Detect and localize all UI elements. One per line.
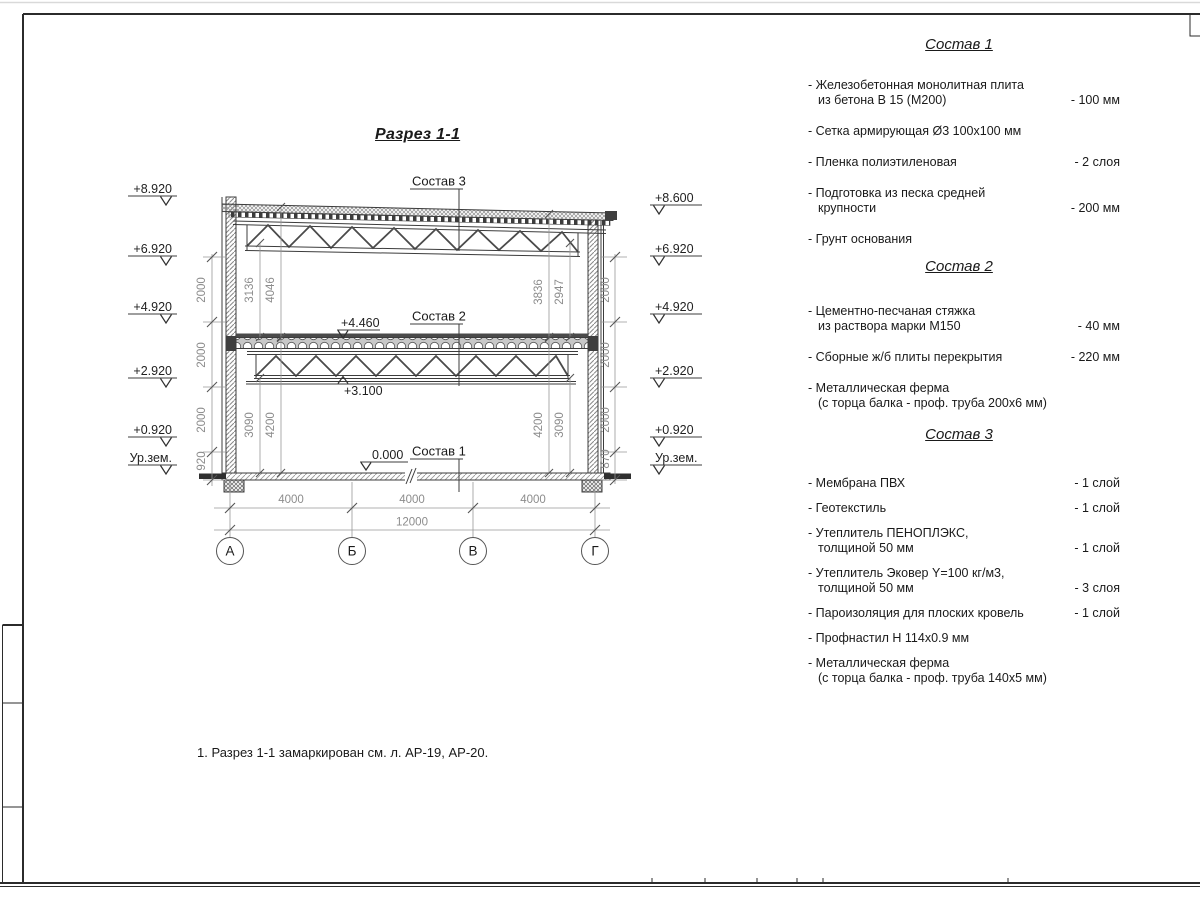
dim-label: 3836 xyxy=(533,279,545,305)
composition-item xyxy=(798,304,1120,334)
elevation-marks-left xyxy=(128,182,177,474)
axis-label-v: В xyxy=(468,543,478,559)
dim-label: 4000 xyxy=(399,494,425,506)
dim-label: 3090 xyxy=(244,412,256,438)
composition-heading: Состав 3 xyxy=(925,426,993,443)
item-value: - 1 слой xyxy=(1074,476,1120,490)
composition-heading: Состав 1 xyxy=(925,36,993,53)
item-value: - 1 слой xyxy=(1074,606,1120,620)
dim-label: 2000 xyxy=(196,342,208,368)
item-line: - Геотекстиль xyxy=(808,501,887,515)
item-line: - Профнастил Н 114x0.9 мм xyxy=(808,631,970,645)
item-value: - 1 слой xyxy=(1074,501,1120,515)
elevation-label: +2.920 xyxy=(133,364,172,378)
dim-label: 2000 xyxy=(600,342,612,368)
left-foundation xyxy=(224,480,244,492)
mid-floor-assembly xyxy=(236,334,588,385)
elevation-label: +8.920 xyxy=(133,182,172,196)
composition-item xyxy=(798,350,1120,365)
item-line: крупности xyxy=(818,201,877,215)
ground-level-label: Ур.зем. xyxy=(129,451,172,465)
dim-label: 2000 xyxy=(600,277,612,303)
composition-leader-label: Состав 1 xyxy=(412,443,466,459)
dim-label: 4000 xyxy=(520,494,546,506)
composition-leader-label: Состав 3 xyxy=(412,173,466,189)
left-footing xyxy=(199,474,226,480)
item-line: - Металлическая ферма xyxy=(808,381,950,395)
item-line: из раствора марки М150 xyxy=(818,319,961,333)
dim-label: 4200 xyxy=(533,412,545,438)
item-line: - Утеплитель Эковер Y=100 кг/м3, xyxy=(808,566,1005,580)
composition-item xyxy=(798,232,1120,247)
item-line: - Железобетонная монолитная плита xyxy=(808,78,1024,92)
note-text: 1. Разрез 1-1 замаркирован см. л. АР-19, АР-20. xyxy=(197,745,489,760)
dim-label: 4200 xyxy=(265,412,277,438)
axis-label-a: А xyxy=(225,543,235,559)
elevation-label: +8.600 xyxy=(655,191,694,205)
ground-slab xyxy=(199,468,631,492)
axis-label-b: Б xyxy=(347,543,357,559)
item-line: - Сборные ж/б плиты перекрытия xyxy=(808,350,1003,364)
floor-truss-diagonals xyxy=(256,356,568,376)
composition-section-3 xyxy=(798,426,1120,696)
composition-item xyxy=(798,186,1120,216)
elevation-label: +6.920 xyxy=(133,242,172,256)
elevation-label: +4.920 xyxy=(655,300,694,314)
left-wall xyxy=(222,197,236,480)
item-line: толщиной 50 мм xyxy=(818,541,914,555)
composition-section-1 xyxy=(798,36,1120,263)
composition-item xyxy=(798,526,1120,556)
dim-total-label: 12000 xyxy=(396,516,428,529)
dim-label: 2000 xyxy=(600,407,612,433)
item-line: из бетона В 15 (М200) xyxy=(818,93,947,107)
elevation-label: +0.920 xyxy=(655,423,694,437)
item-line: - Металлическая ферма xyxy=(808,656,950,670)
item-line: - Цементно-песчаная стяжка xyxy=(808,304,976,318)
dim-label: 3090 xyxy=(554,412,566,438)
composition-item xyxy=(798,381,1120,411)
item-value: - 2 слоя xyxy=(1074,155,1120,169)
composition-item xyxy=(798,476,1120,491)
drawing-title: Разрез 1-1 xyxy=(375,126,461,143)
spot-elevation-label: +4.460 xyxy=(341,316,380,330)
elevation-label: +6.920 xyxy=(655,242,694,256)
spot-elevation-label: 0.000 xyxy=(372,448,404,462)
item-value: - 1 слой xyxy=(1074,541,1120,555)
item-line: - Утеплитель ПЕНОПЛЭКС, xyxy=(808,526,969,540)
sheet-corner-box xyxy=(1190,14,1200,36)
spot-elevation-label: +3.100 xyxy=(344,384,383,398)
dim-label: 2000 xyxy=(196,277,208,303)
elevation-label: +0.920 xyxy=(133,423,172,437)
item-value: - 100 мм xyxy=(1070,93,1120,107)
composition-item xyxy=(798,631,1120,646)
composition-item xyxy=(798,656,1120,686)
item-line: - Грунт основания xyxy=(808,232,913,246)
dim-label: 870 xyxy=(600,449,612,469)
item-line: (с торца балка - проф. труба 140x5 мм) xyxy=(818,671,1047,685)
item-line: - Подготовка из песка средней xyxy=(808,186,986,200)
elevation-label: +2.920 xyxy=(655,364,694,378)
item-line: - Сетка армирующая Ø3 100x100 мм xyxy=(808,124,1022,138)
dim-label: 2947 xyxy=(554,279,566,305)
item-value: - 220 мм xyxy=(1070,350,1120,364)
composition-item xyxy=(798,124,1120,139)
item-line: (с торца балка - проф. труба 200x6 мм) xyxy=(818,396,1047,410)
composition-heading: Состав 2 xyxy=(925,258,993,275)
ground-level-label: Ур.зем. xyxy=(655,451,698,465)
composition-section-2 xyxy=(798,258,1120,427)
item-line: - Мембрана ПВХ xyxy=(808,476,906,490)
item-line: толщиной 50 мм xyxy=(818,581,914,595)
elevation-marks-right xyxy=(650,191,702,474)
item-value: - 40 мм xyxy=(1077,319,1120,333)
item-value: - 3 слоя xyxy=(1074,581,1120,595)
composition-leader-label: Состав 2 xyxy=(412,308,466,324)
item-line: - Пленка полиэтиленовая xyxy=(808,155,957,169)
roof-right-end-cap xyxy=(605,211,617,220)
item-value: - 200 мм xyxy=(1070,201,1120,215)
elevation-label: +4.920 xyxy=(133,300,172,314)
composition-item xyxy=(798,606,1120,621)
dim-label: 4046 xyxy=(265,277,277,303)
dim-label: 4000 xyxy=(278,494,304,506)
composition-item xyxy=(798,155,1120,170)
right-foundation xyxy=(582,480,602,492)
bottom-dimensions xyxy=(214,482,610,537)
dim-chain-right xyxy=(600,252,627,485)
composition-item xyxy=(798,78,1120,108)
axis-bubbles xyxy=(217,538,609,565)
axis-label-g: Г xyxy=(591,543,599,559)
item-line: - Пароизоляция для плоских кровель xyxy=(808,606,1024,620)
composition-item xyxy=(798,566,1120,596)
dim-label: 3136 xyxy=(244,277,256,303)
composition-item xyxy=(798,501,1120,516)
dim-label: 920 xyxy=(196,451,208,471)
dim-label: 2000 xyxy=(196,407,208,433)
